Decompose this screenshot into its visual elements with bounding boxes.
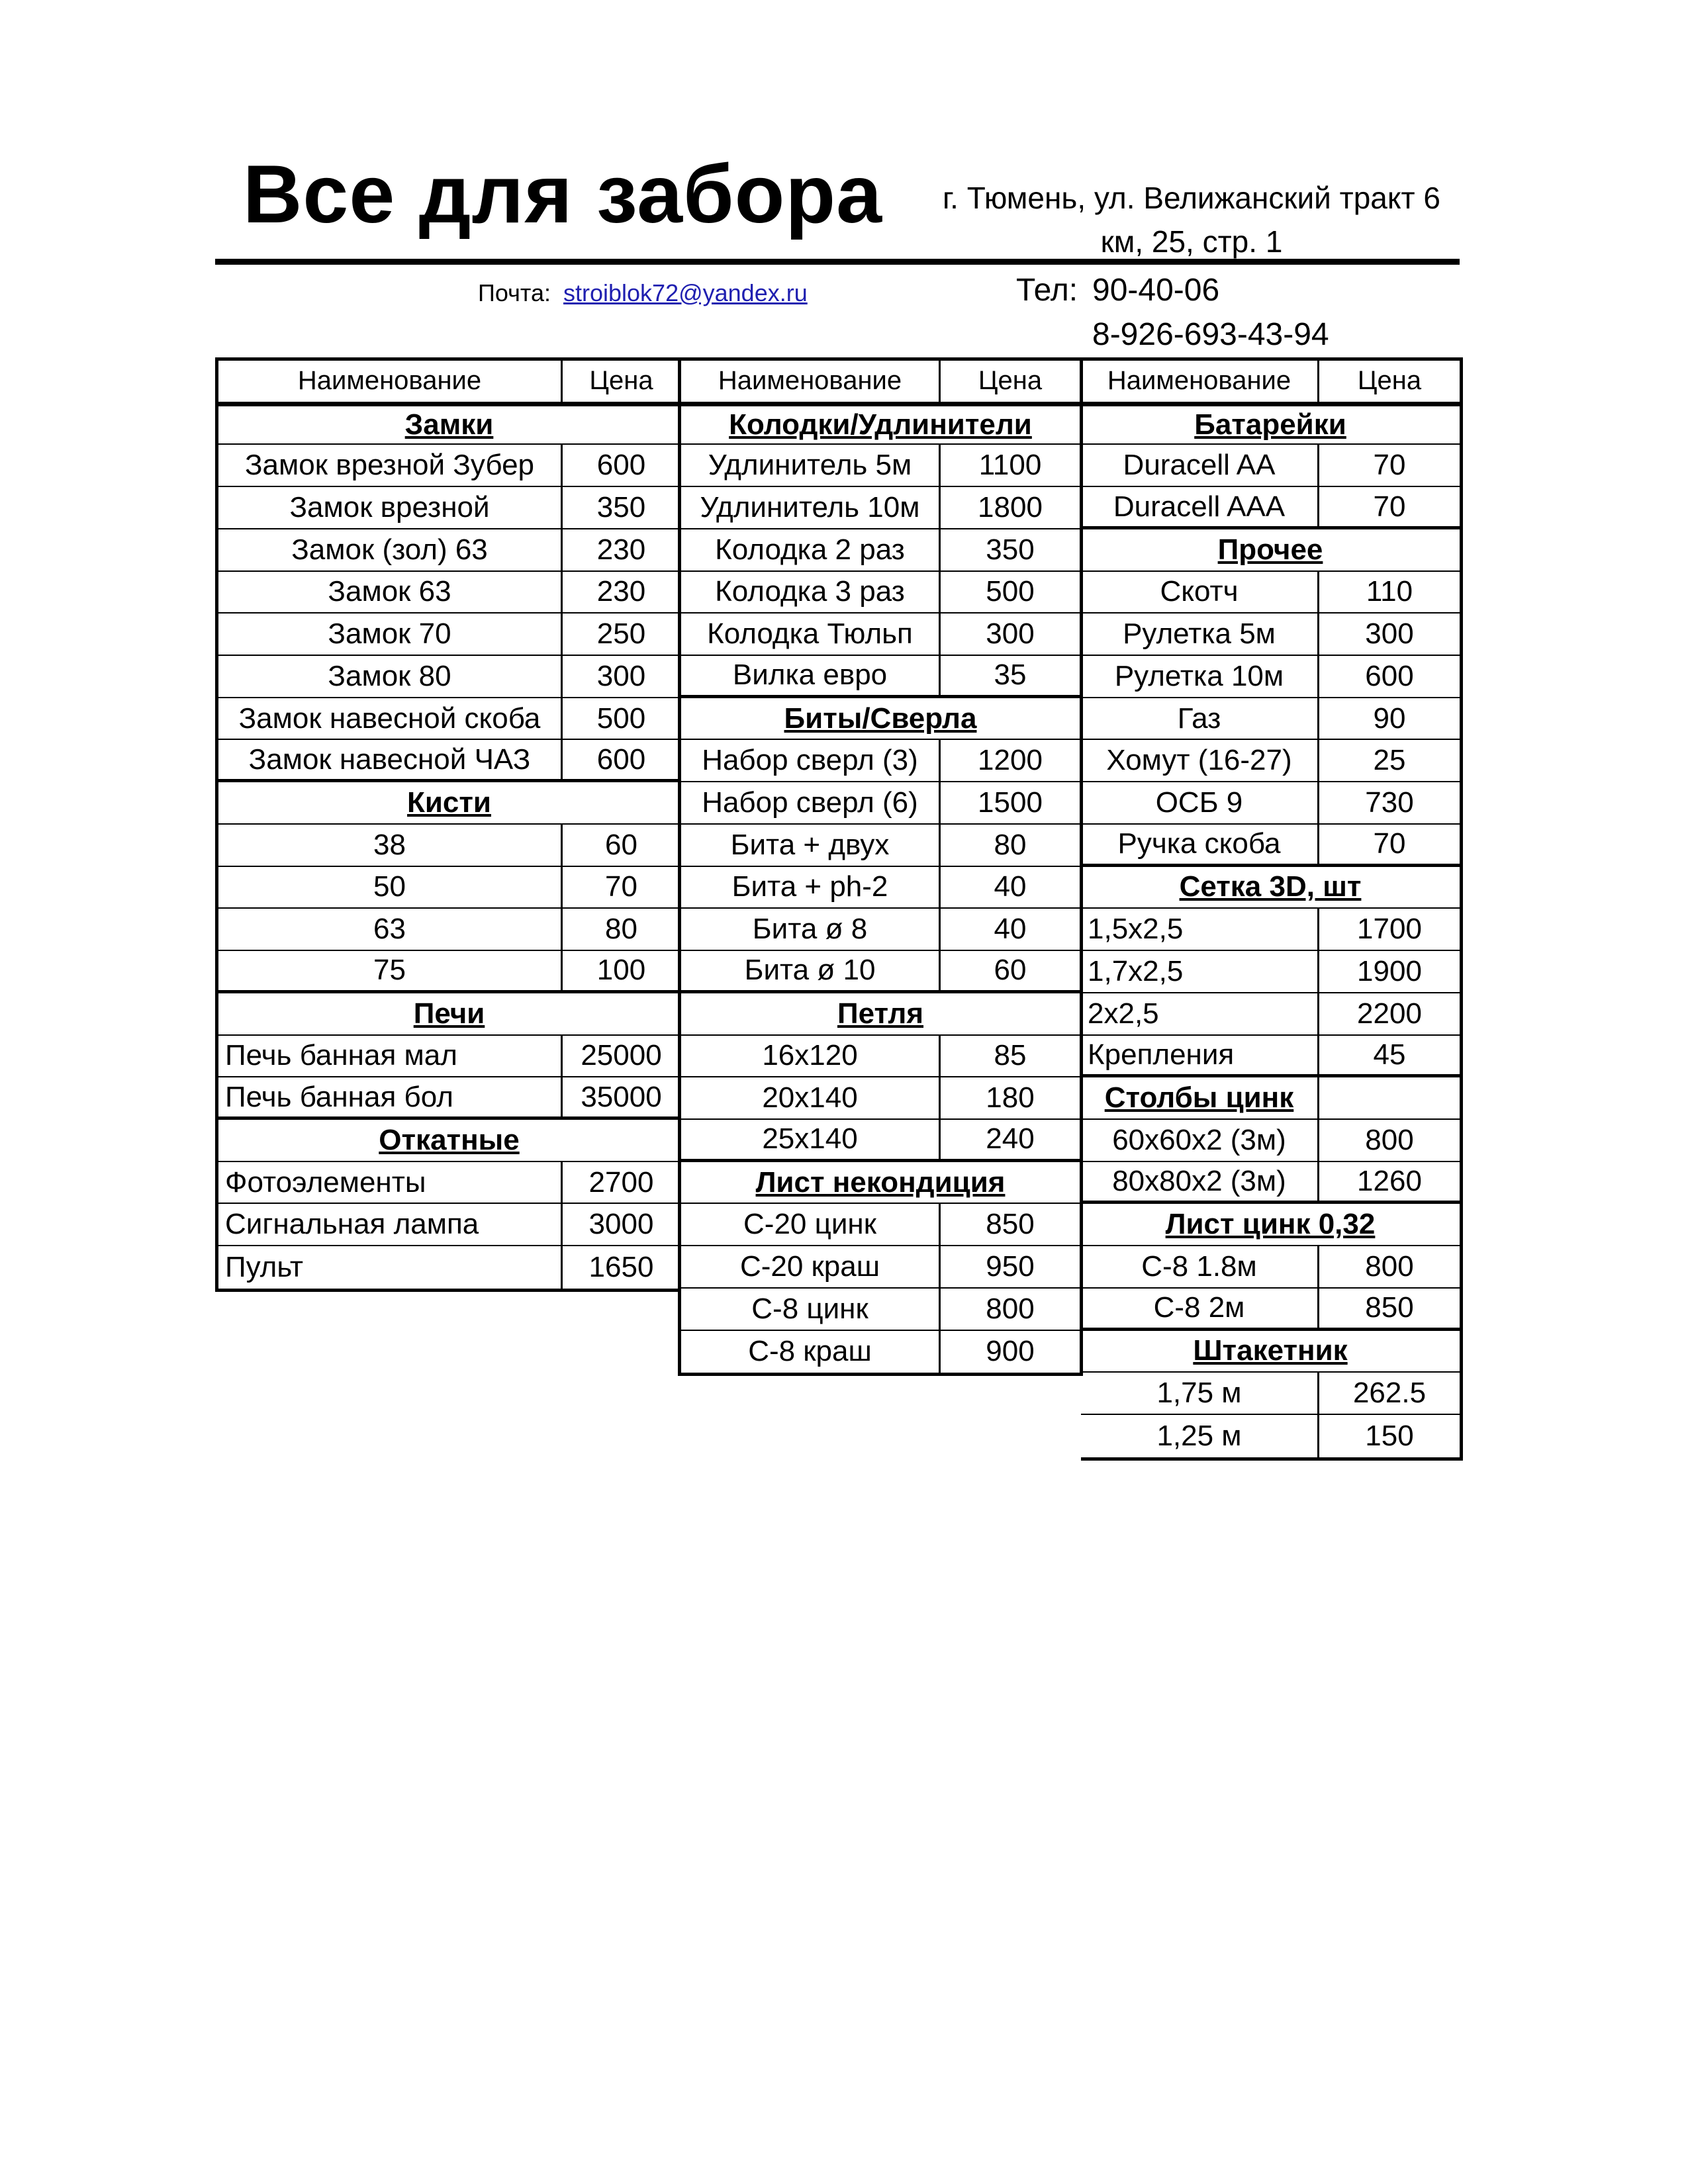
- item-name: Колодка Тюльп: [681, 614, 941, 655]
- item-name: Бита + ph-2: [681, 867, 941, 908]
- empty-cell: [1319, 1077, 1460, 1118]
- item-price: 110: [1366, 575, 1413, 608]
- item-name: Рулетка 10м: [1081, 656, 1319, 697]
- item-name: 20х140: [681, 1077, 941, 1118]
- item-name: С-8 цинк: [681, 1289, 941, 1330]
- item-price: 1200: [978, 744, 1043, 777]
- section-title-petlya: Петля: [837, 997, 924, 1030]
- table-row: [218, 1246, 680, 1289]
- item-price: 230: [596, 533, 646, 566]
- section-title-kisti: Кисти: [407, 786, 491, 819]
- phone-number-1: 90-40-06: [1092, 273, 1220, 308]
- table-row: [218, 529, 680, 572]
- table-row: [218, 951, 680, 993]
- section-header-row: [681, 698, 1080, 741]
- item-name: Колодка 2 раз: [681, 529, 941, 570]
- item-price: 500: [986, 575, 1035, 608]
- section-title-stolby: Столбы цинк: [1081, 1077, 1319, 1118]
- table-row: [218, 825, 680, 867]
- name-column-header: Наименование: [1081, 361, 1319, 402]
- section-header-row: [1081, 867, 1460, 909]
- item-name: С-8 1.8м: [1081, 1246, 1319, 1287]
- table-row: [1081, 1415, 1460, 1457]
- address: [923, 176, 1460, 263]
- item-name: С-20 цинк: [681, 1204, 941, 1245]
- item-name: Замок 63: [218, 572, 563, 613]
- section-title-zamki: Замки: [404, 408, 494, 441]
- item-name: 1,5х2,5: [1081, 909, 1319, 950]
- item-name: Бита ø 8: [681, 909, 941, 950]
- item-price: 800: [1365, 1250, 1414, 1283]
- section-header-row: [681, 403, 1080, 445]
- table-row: [1081, 782, 1460, 825]
- table-row: [218, 867, 680, 909]
- section-title-list-nekondiciya: Лист некондиция: [755, 1165, 1006, 1199]
- table-row: [1081, 656, 1460, 698]
- section-header-row: [1081, 1331, 1460, 1373]
- item-price: 180: [986, 1081, 1035, 1115]
- table-row: [218, 1162, 680, 1205]
- section-title-shtaketnik: Штакетник: [1193, 1334, 1348, 1367]
- section-header-row: [218, 782, 680, 825]
- section-title-bity: Биты/Сверла: [784, 702, 977, 735]
- item-name: Удлинитель 10м: [681, 487, 941, 528]
- item-name: С-20 краш: [681, 1246, 941, 1287]
- column-header-row: [218, 361, 680, 403]
- item-name: Замок (зол) 63: [218, 529, 563, 570]
- item-price: 1500: [978, 786, 1043, 819]
- item-price: 1800: [978, 491, 1043, 524]
- price-column-header: Цена: [1357, 366, 1422, 396]
- item-price: 1700: [1357, 913, 1422, 946]
- table-row: [1081, 993, 1460, 1036]
- table-row: [681, 1289, 1080, 1331]
- table-row: [681, 1204, 1080, 1246]
- email-link[interactable]: stroiblok72@yandex.ru: [563, 279, 808, 306]
- table-row: [218, 1036, 680, 1078]
- table-row: [1081, 572, 1460, 614]
- table-row: [218, 445, 680, 487]
- item-price: 230: [596, 575, 646, 608]
- item-name: Бита + двух: [681, 825, 941, 866]
- item-price: 80: [605, 913, 637, 946]
- item-price: 900: [986, 1335, 1035, 1368]
- item-name: Скотч: [1081, 572, 1319, 613]
- table-row: [218, 614, 680, 656]
- item-name: 1,7х2,5: [1081, 951, 1319, 992]
- item-name: Набор сверл (3): [681, 740, 941, 781]
- item-price: 500: [596, 702, 646, 735]
- item-price: 45: [1373, 1038, 1406, 1071]
- item-name: Бита ø 10: [681, 951, 941, 990]
- item-price: 40: [994, 913, 1027, 946]
- table-row: [1081, 1162, 1460, 1205]
- item-name: 16х120: [681, 1036, 941, 1077]
- table-row: [681, 445, 1080, 487]
- table-row: [681, 825, 1080, 867]
- item-price: 300: [986, 617, 1035, 651]
- item-price: 600: [596, 449, 646, 482]
- item-price: 70: [1373, 449, 1406, 482]
- section-header-row: [218, 403, 680, 445]
- section-header-row: [218, 993, 680, 1036]
- item-price: 730: [1365, 786, 1414, 819]
- item-name: 60х60х2 (3м): [1081, 1120, 1319, 1161]
- page-title: Все для забора: [242, 149, 883, 240]
- item-price: 350: [986, 533, 1035, 566]
- item-price: 25: [1373, 744, 1406, 777]
- item-name: Вилка евро: [681, 656, 941, 695]
- item-price: 250: [596, 617, 646, 651]
- name-column-header: Наименование: [681, 361, 941, 402]
- item-price: 600: [596, 743, 646, 776]
- item-name: Замок навесной ЧАЗ: [218, 740, 563, 779]
- price-column-header: Цена: [978, 366, 1043, 396]
- item-price: 850: [1365, 1291, 1414, 1324]
- section-title-pechi: Печи: [413, 997, 485, 1030]
- table-row: [1081, 445, 1460, 487]
- item-price: 1900: [1357, 954, 1422, 987]
- item-price: 800: [986, 1292, 1035, 1325]
- table-row: [218, 656, 680, 698]
- item-price: 1260: [1357, 1165, 1422, 1198]
- phone-label: Тел:: [1016, 273, 1078, 308]
- item-price: 70: [605, 870, 637, 903]
- item-price: 70: [1373, 490, 1406, 523]
- section-title-kolodki: Колодки/Удлинители: [729, 408, 1032, 441]
- item-name: 63: [218, 909, 563, 950]
- section-header-row: [1081, 403, 1460, 445]
- item-price: 1650: [588, 1250, 654, 1283]
- item-price: 2200: [1357, 997, 1422, 1030]
- item-name: Замок навесной скоба: [218, 698, 563, 739]
- item-name: Замок 80: [218, 656, 563, 697]
- item-name: Замок врезной: [218, 487, 563, 528]
- table-row: [681, 656, 1080, 698]
- section-header-row: [681, 993, 1080, 1036]
- item-name: Печь банная мал: [218, 1036, 563, 1077]
- section-header-row: [1081, 1204, 1460, 1246]
- section-title-prochee: Прочее: [1217, 533, 1323, 566]
- table-row: [681, 909, 1080, 951]
- item-price: 3000: [588, 1208, 654, 1241]
- address-line-2: км, 25, стр. 1: [1100, 224, 1283, 259]
- item-name: 75: [218, 951, 563, 990]
- price-column-b: [678, 357, 1083, 1376]
- item-name: Сигнальная лампа: [218, 1204, 563, 1245]
- section-title-otkatnye: Откатные: [379, 1123, 520, 1156]
- price-column-header: Цена: [589, 366, 653, 396]
- table-row: [681, 487, 1080, 529]
- item-name: С-8 краш: [681, 1331, 941, 1373]
- table-row: [218, 909, 680, 951]
- table-row: [1081, 1246, 1460, 1289]
- item-name: 38: [218, 825, 563, 866]
- item-name: Колодка 3 раз: [681, 572, 941, 613]
- table-row: [681, 572, 1080, 614]
- item-price: 60: [994, 954, 1027, 987]
- mail-label: Почта:: [478, 279, 551, 306]
- table-row: [681, 782, 1080, 825]
- item-name: Замок 70: [218, 614, 563, 655]
- table-row: [1081, 614, 1460, 656]
- table-row: [681, 1246, 1080, 1289]
- item-name: Duracell AAA: [1081, 487, 1319, 526]
- item-price: 80: [994, 828, 1027, 861]
- item-name: Хомут (16-27): [1081, 740, 1319, 781]
- item-name: 50: [218, 867, 563, 908]
- item-name: Ручка скоба: [1081, 825, 1319, 864]
- section-title-setka: Сетка 3D, шт: [1179, 870, 1362, 903]
- table-row: [681, 1036, 1080, 1078]
- table-row: [218, 572, 680, 614]
- item-name: Печь банная бол: [218, 1077, 563, 1116]
- item-name: 1,75 м: [1081, 1373, 1319, 1414]
- item-name: Крепления: [1081, 1036, 1319, 1075]
- table-row: [681, 1331, 1080, 1373]
- item-price: 300: [596, 659, 646, 692]
- table-row: [1081, 1289, 1460, 1331]
- item-price: 25000: [581, 1039, 662, 1072]
- item-name: ОСБ 9: [1081, 782, 1319, 823]
- table-row: [681, 951, 1080, 993]
- item-price: 85: [994, 1039, 1027, 1072]
- item-price: 850: [986, 1208, 1035, 1241]
- item-price: 240: [986, 1122, 1035, 1156]
- section-header-row: [1081, 1077, 1460, 1120]
- item-price: 600: [1365, 659, 1414, 692]
- table-row: [1081, 698, 1460, 741]
- item-price: 350: [596, 491, 646, 524]
- item-price: 60: [605, 828, 637, 861]
- table-row: [681, 529, 1080, 572]
- name-column-header: Наименование: [218, 361, 563, 402]
- item-price: 262.5: [1352, 1377, 1427, 1410]
- item-price: 2700: [588, 1165, 654, 1199]
- item-name: Замок врезной Зубер: [218, 445, 563, 486]
- price-column-a: [215, 357, 680, 1292]
- table-row: [1081, 1036, 1460, 1078]
- table-row: [681, 867, 1080, 909]
- item-name: Удлинитель 5м: [681, 445, 941, 486]
- item-price: 800: [1365, 1123, 1414, 1156]
- table-row: [218, 740, 680, 782]
- item-name: Пульт: [218, 1246, 563, 1289]
- table-row: [681, 740, 1080, 782]
- item-price: 40: [994, 870, 1027, 903]
- header-divider: [215, 259, 1460, 265]
- table-row: [681, 1120, 1080, 1162]
- item-price: 300: [1365, 617, 1414, 651]
- item-name: Duracell AA: [1081, 445, 1319, 486]
- item-price: 150: [1365, 1419, 1414, 1452]
- table-row: [218, 1077, 680, 1120]
- item-price: 90: [1373, 702, 1406, 735]
- item-price: 1100: [978, 449, 1042, 482]
- section-title-batareyki: Батарейки: [1194, 408, 1346, 441]
- column-header-row: [1081, 361, 1460, 403]
- table-row: [1081, 1120, 1460, 1162]
- item-name: 80х80х2 (3м): [1081, 1162, 1319, 1201]
- section-header-row: [218, 1120, 680, 1162]
- item-price: 35: [994, 659, 1027, 692]
- table-row: [218, 487, 680, 529]
- section-header-row: [681, 1162, 1080, 1205]
- column-header-row: [681, 361, 1080, 403]
- table-row: [218, 698, 680, 741]
- address-line-1: г. Тюмень, ул. Велижанский тракт 6: [943, 181, 1440, 215]
- table-row: [1081, 951, 1460, 993]
- item-name: 25х140: [681, 1120, 941, 1159]
- item-name: С-8 2м: [1081, 1289, 1319, 1328]
- item-name: 2х2,5: [1081, 993, 1319, 1034]
- table-row: [681, 614, 1080, 656]
- item-price: 70: [1373, 827, 1406, 860]
- item-name: Набор сверл (6): [681, 782, 941, 823]
- item-price: 950: [986, 1250, 1035, 1283]
- item-price: 35000: [581, 1080, 662, 1113]
- item-name: 1,25 м: [1081, 1415, 1319, 1457]
- table-row: [1081, 825, 1460, 867]
- table-row: [1081, 909, 1460, 951]
- table-row: [1081, 740, 1460, 782]
- section-title-list-cink: Лист цинк 0,32: [1165, 1208, 1376, 1241]
- table-row: [1081, 1373, 1460, 1415]
- item-name: Газ: [1081, 698, 1319, 739]
- item-name: Рулетка 5м: [1081, 614, 1319, 655]
- item-price: 100: [596, 954, 646, 987]
- table-row: [1081, 487, 1460, 529]
- price-column-c: [1081, 357, 1463, 1461]
- section-header-row: [1081, 529, 1460, 572]
- item-name: Фотоэлементы: [218, 1162, 563, 1203]
- table-row: [681, 1077, 1080, 1120]
- table-row: [218, 1204, 680, 1246]
- phone-number-2: 8-926-693-43-94: [1092, 317, 1329, 352]
